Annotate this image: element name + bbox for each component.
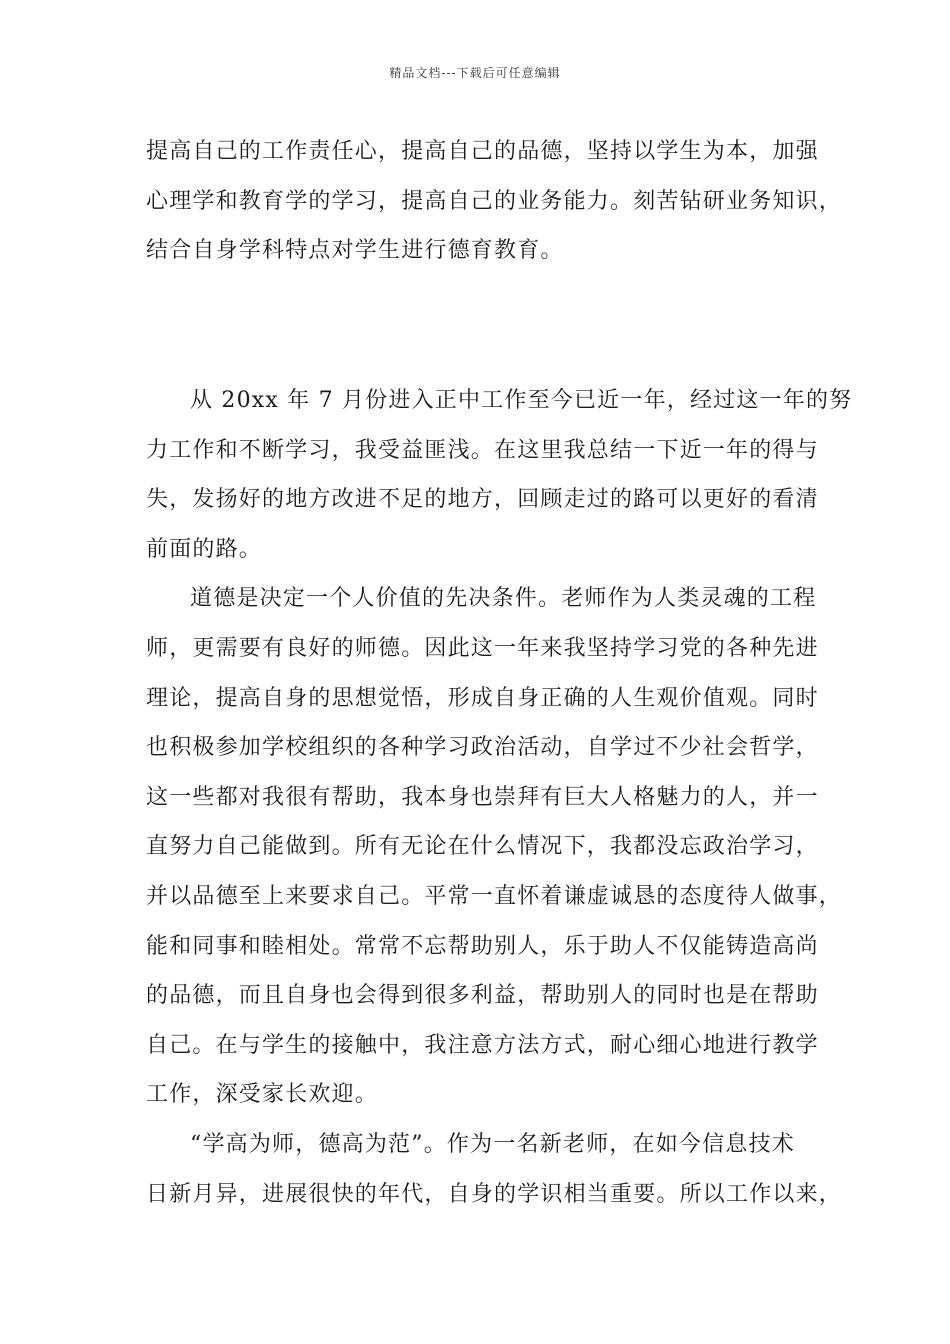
text-line: 心理学和教育学的学习，提高自己的业务能力。刻苦钻研业务知识， [146, 188, 843, 214]
text-line: 力工作和不断学习，我受益匪浅。在这里我总结一下近一年的得与 [146, 437, 819, 463]
text-line: 道德是决定一个人价值的先决条件。老师作为人类灵魂的工程 [190, 586, 817, 612]
text-line: 结合自身学科特点对学生进行德育教育。 [146, 238, 564, 264]
text-line: 工作，深受家长欢迎。 [146, 1082, 379, 1108]
text-line: 理论，提高自身的思想觉悟，形成自身正确的人生观价值观。同时 [146, 685, 819, 711]
text-line: 日新月异，进展很快的年代，自身的学识相当重要。所以工作以来， [146, 1181, 843, 1207]
paragraph-ethics [146, 574, 843, 1120]
text-line: 提高自己的工作责任心，提高自己的品德，坚持以学生为本，加强 [146, 139, 819, 164]
body-section [146, 376, 853, 1219]
paragraph-continuation [146, 127, 843, 276]
text-line: 从 20xx 年 7 月份进入正中工作至今已近一年，经过这一年的努 [190, 388, 853, 413]
text-line: “学高为师，德高为范”。作为一名新老师，在如今信息技术 [190, 1131, 795, 1157]
text-line: 前面的路。 [146, 536, 263, 562]
text-line: 失，发扬好的地方改进不足的地方，回顾走过的路可以更好的看清 [146, 487, 819, 513]
text-line: 师，更需要有良好的师德。因此这一年来我坚持学习党的各种先进 [146, 635, 819, 661]
text-line: 的品德，而且自身也会得到很多利益，帮助别人的同时也是在帮助 [146, 983, 819, 1009]
page-header: 精品文档---下载后可任意编辑 [389, 66, 561, 80]
text-line: 这一些都对我很有帮助，我本身也崇拜有巨大人格魅力的人，并一 [146, 784, 819, 810]
text-line: 自己。在与学生的接触中，我注意方法方式，耐心细心地进行教学 [146, 1032, 819, 1058]
paragraph-intro [146, 376, 853, 574]
text-line: 也积极参加学校组织的各种学习政治活动，自学过不少社会哲学， [146, 735, 819, 761]
text-line: 直努力自己能做到。所有无论在什么情况下，我都没忘政治学习， [146, 834, 819, 860]
text-line: 能和同事和睦相处。常常不忘帮助别人，乐于助人不仅能铸造高尚 [146, 933, 819, 959]
text-line: 并以品德至上来要求自己。平常一直怀着谦虚诚恳的态度待人做事， [146, 883, 843, 909]
paragraph-learning [146, 1120, 843, 1219]
